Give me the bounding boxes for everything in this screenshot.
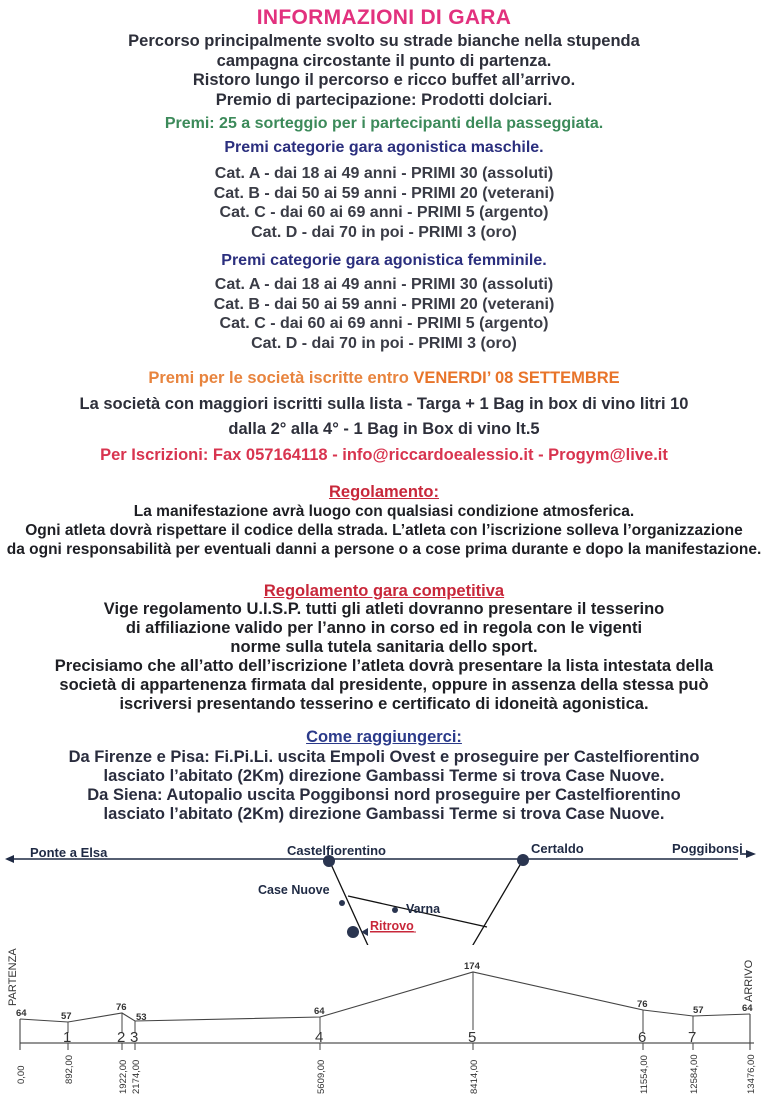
society-prize-line: La società con maggiori iscritti sulla lista - Targa + 1 Bag in box di vino litri 10 [79,395,689,413]
society-prize-line: dalla 2° alla 4° - 1 Bag in Box di vino lt.5 [228,420,540,438]
label-case-nuove: Case Nuove [258,883,330,897]
intro-line: campagna circostante il punto di partenza. [216,51,552,70]
intro-line: Premio di partecipazione: Prodotti dolciari. [215,90,553,109]
competitive-rules-line: iscriversi presentando tesserino e certificato di idoneità agonistica. [119,695,649,713]
rules-line: La manifestazione avrà luogo con qualsiasi condizione atmosferica. [133,503,635,520]
label-castelfiorentino: Castelfiorentino [287,843,386,858]
altitude-label: 174 [464,961,480,972]
checkpoint-number: 4 [315,1029,324,1046]
certaldo-marker [517,854,529,866]
start-label: PARTENZA [7,948,19,1006]
registration-contacts: Per Iscrizioni: Fax 057164118 - info@riccardoealessio.it - Progym@live.it [100,446,668,464]
intro-text [0,32,768,110]
category-row: Cat. A - dai 18 ai 49 anni - PRIMI 30 (assoluti) [214,165,554,182]
directions-line: lasciato l’abitato (2Km) direzione Gambassi Terme si trova Case Nuove. [103,767,665,785]
label-varna: Varna [406,902,441,916]
distance-label: 8414,00 [469,1059,480,1094]
competitive-rules-line: di affiliazione valido per l’anno in corso ed in regola con le vigenti [125,619,643,637]
label-poggibonsi: Poggibonsi [672,841,743,856]
distance-label: 892,00 [64,1054,75,1084]
competitive-rules-line: norme sulla tutela sanitaria dello sport. [230,638,538,656]
altitude-label: 64 [742,1003,753,1014]
directions-line: Da Siena: Autopalio uscita Poggibonsi nord proseguire per Castelfiorentino [87,786,681,804]
directions-line: Da Firenze e Pisa: Fi.Pi.Li. uscita Empoli Ovest e proseguire per Castelfiorentino [68,748,700,766]
distance-label: 0,00 [16,1065,27,1084]
male-categories [0,164,768,242]
competitive-rules-line: Precisiamo che all’atto dell’iscrizione l’atleta dovrà presentare la lista intestata della [54,657,714,675]
distance-label: 12584,00 [689,1054,700,1094]
end-label: ARRIVO [743,959,755,1002]
society-prizes-prefix: Premi per le società iscritte entro [148,369,414,387]
directions-line: lasciato l’abitato (2Km) direzione Gambassi Terme si trova Case Nuove. [103,805,665,823]
rules-line: Ogni atleta dovrà rispettare il codice della strada. L’atleta con l’iscrizione solleva l’organizzazione [25,522,743,539]
category-row: Cat. D - dai 70 in poi - PRIMI 3 (oro) [251,334,517,352]
intro-line: Percorso principalmente svolto su strade bianche nella stupenda [128,32,640,50]
altitude-label: 64 [16,1008,27,1019]
intro-line: Ristoro lungo il percorso e ricco buffet all’arrivo. [192,71,576,89]
distance-label: 11554,00 [639,1055,650,1094]
label-ritrovo: Ritrovo [370,919,414,933]
directions-heading: Come raggiungerci: [306,728,462,746]
checkpoint-number: 6 [638,1029,647,1046]
varna-marker [392,907,398,913]
elevation-line [20,972,750,1022]
ritrovo-marker [347,926,359,938]
society-prizes-heading [0,369,768,388]
label-certaldo: Certaldo [531,841,584,856]
altitude-label: 64 [314,1006,325,1017]
case-nuove-marker [339,900,345,906]
distance-label: 2174,00 [131,1059,142,1094]
ritrovo-arrow-icon [361,928,368,936]
competitive-rules-heading: Regolamento gara competitiva [263,582,505,600]
competitive-rules-text [0,600,768,714]
page-title: INFORMAZIONI DI GARA [256,6,512,29]
checkpoint-number: 1 [63,1029,72,1046]
competitive-rules-line: società di appartenenza firmata dal presidente, oppure in assenza della stessa può [59,676,709,694]
road-certaldo-varna [470,865,520,945]
category-row: Cat. A - dai 18 ai 49 anni - PRIMI 30 (assoluti) [214,276,554,293]
directions-text [0,748,768,824]
category-row: Cat. D - dai 70 in poi - PRIMI 3 (oro) [251,223,517,241]
competitive-rules-line: Vige regolamento U.I.S.P. tutti gli atleti dovranno presentare il tesserino [103,600,665,618]
distance-label: 5609,00 [316,1059,327,1094]
male-prizes-heading: Premi categorie gara agonistica maschile. [224,139,544,156]
distance-label: 1922,00 [118,1059,129,1094]
rules-text [0,502,768,559]
checkpoint-number: 5 [468,1029,477,1046]
arrow-left-icon [5,855,14,863]
female-prizes-heading: Premi categorie gara agonistica femminile. [221,252,547,269]
altitude-label: 76 [637,999,648,1010]
checkpoint-number: 7 [688,1029,697,1046]
category-row: Cat. C - dai 60 ai 69 anni - PRIMI 5 (argento) [219,204,549,221]
checkpoint-number: 3 [130,1029,139,1046]
altitude-label: 76 [116,1002,127,1013]
female-categories [0,275,768,353]
rules-heading: Regolamento: [328,483,439,501]
category-row: Cat. B - dai 50 ai 59 anni - PRIMI 20 (veterani) [213,184,555,202]
route-map [0,835,768,945]
distance-label: 13476,00 [746,1054,757,1094]
label-ponte-a-elsa: Ponte a Elsa [30,845,108,860]
altitude-label: 53 [136,1012,147,1023]
elevation-profile-chart [0,945,768,1095]
checkpoint-number: 2 [117,1029,126,1046]
category-row: Cat. C - dai 60 ai 69 anni - PRIMI 5 (argento) [219,315,549,332]
altitude-label: 57 [61,1011,72,1022]
rules-line: da ogni responsabilità per eventuali danni a persone o a cose prima durante e dopo la manifestazione. [6,541,762,558]
altitude-label: 57 [693,1005,704,1016]
deadline-date: VENERDI’ 08 SETTEMBRE [413,369,620,387]
walk-prizes: Premi: 25 a sorteggio per i partecipanti della passeggiata. [164,115,604,132]
society-prizes [0,392,768,442]
category-row: Cat. B - dai 50 ai 59 anni - PRIMI 20 (veterani) [213,295,555,313]
